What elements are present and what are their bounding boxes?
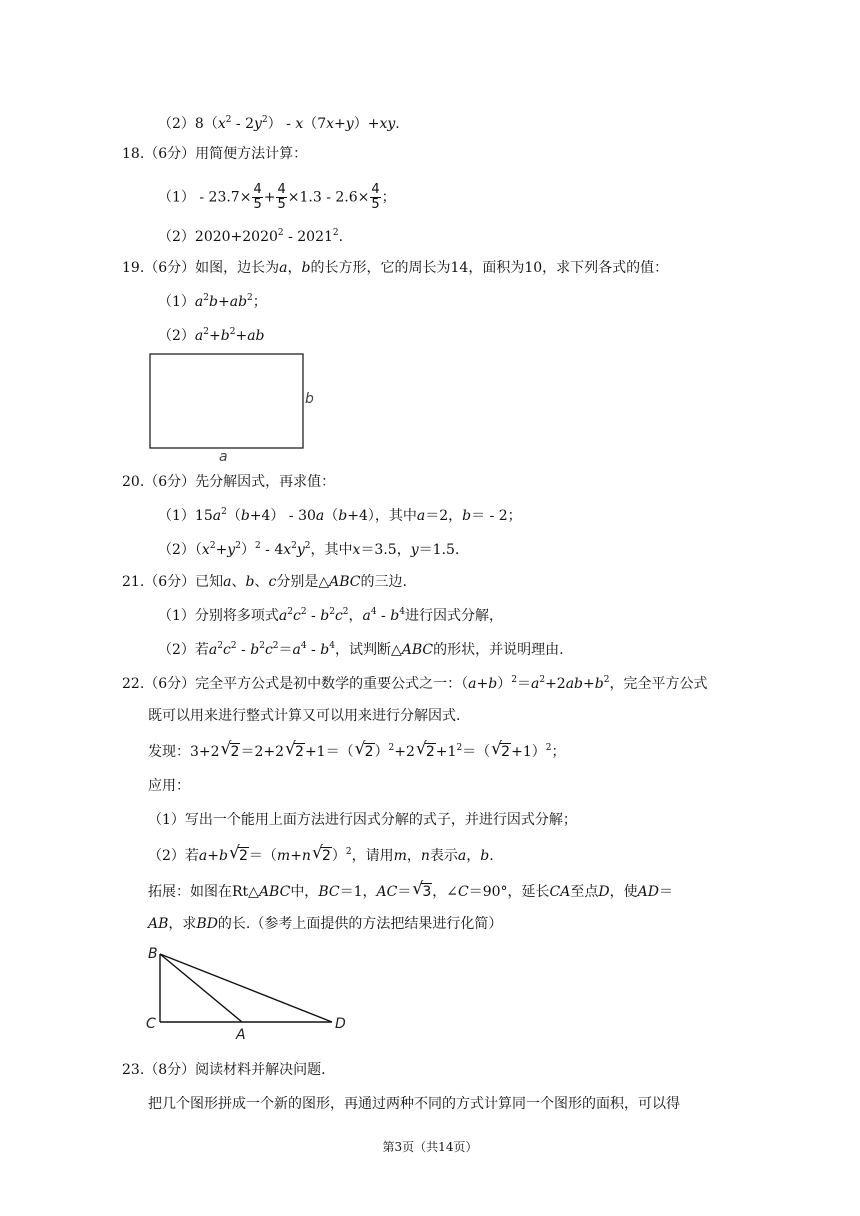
q21-heading: 21.（6分）已知a、b、c分别是△ABC的三边. <box>122 574 407 590</box>
q20-part1: $(1)15a^2(b+4) - 30a(b+4)$，其中a＝2，b＝ - 2； <box>158 507 522 524</box>
q22-discovery: 发现：3+2√ 2＝2+2√ 2+1＝（√ 2）$^2$+2√ $2+1^2=(√$ 2+1）$^2$； <box>148 742 565 762</box>
q21-part1: （1）分别将多项式$a^2c^2 - b^2c^2$，$a^4 - b^4$进行因式分解， <box>158 607 503 624</box>
q22-apply-label: 应用： <box>148 778 190 794</box>
rect-label-a: a <box>219 449 228 464</box>
tri-label-c: C <box>146 1016 156 1032</box>
q23-body: 把几个图形拼成一个新的图形，再通过两种不同的方式计算同一个图形的面积，可以得 <box>148 1096 680 1112</box>
q21-part2: （2）若$a^2c^2 - b^2c^2=a^4 - b^4$，试判断△ABC的形状，并说明理由. <box>158 641 564 658</box>
tri-label-d: D <box>335 1016 346 1032</box>
q19-part1: $(1)a^2b+ab^2$； <box>158 293 267 310</box>
tri-label-b: B <box>148 946 158 962</box>
rect-label-b: b <box>305 391 314 407</box>
q22-heading: 22.（6分）完全平方公式是初中数学的重要公式之一：$(a+b)^2=a^2+2ab+b^2$，完全平方公式 <box>122 675 708 692</box>
q18-heading: 18.（6分）用简便方法计算： <box>122 146 308 162</box>
q22-continuation: 既可以用来进行整式计算又可以用来进行分解因式. <box>148 708 461 724</box>
q20-part2: $(2)(x^2+y^2)^2 - 4x^2y^2$，其中x＝3.5，y＝1.5. <box>158 541 460 558</box>
q20-heading: 20.（6分）先分解因式，再求值： <box>122 474 336 490</box>
q22-extension-2: AB，求BD的长.（参考上面提供的方法把结果进行化简） <box>148 916 503 932</box>
tri-label-a: A <box>236 1027 246 1042</box>
rectangle-figure <box>146 352 326 464</box>
q19-heading: 19.（6分）如图，边长为a，b的长方形，它的周长为14，面积为10，求下列各式的值： <box>122 260 669 276</box>
q18-part1: （1） - 23.7× $\frac{4}{5}$ + $\frac{4}{5}$ ×1.3 - 2.6× $\frac{4}{5}$ ； <box>158 182 396 212</box>
page-footer: 第3页（共14页） <box>382 1140 478 1154</box>
q22-part2: （2）若a+b√ 2＝（m+n√ 2）$^2$，请用m，n表示a，b. <box>148 846 494 866</box>
q17-part2: $(2)8(x^2 - 2y^2) - x(7x+y)+xy$. <box>158 115 400 132</box>
q18-part2: $(2)2020+2020^2 - 2021^2$. <box>158 228 344 245</box>
q22-extension: 拓展：如图在Rt△ABC中，BC＝1，AC＝√ 3，∠C＝90°，延长CA至点D，使AD＝ <box>148 882 673 902</box>
q23-heading: 23.（8分）阅读材料并解决问题. <box>122 1062 326 1078</box>
triangle-figure <box>142 942 362 1042</box>
q22-part1: （1）写出一个能用上面方法进行因式分解的式子，并进行因式分解； <box>148 812 577 828</box>
q19-part2: $(2)a^2+b^2+ab$ <box>158 327 265 344</box>
